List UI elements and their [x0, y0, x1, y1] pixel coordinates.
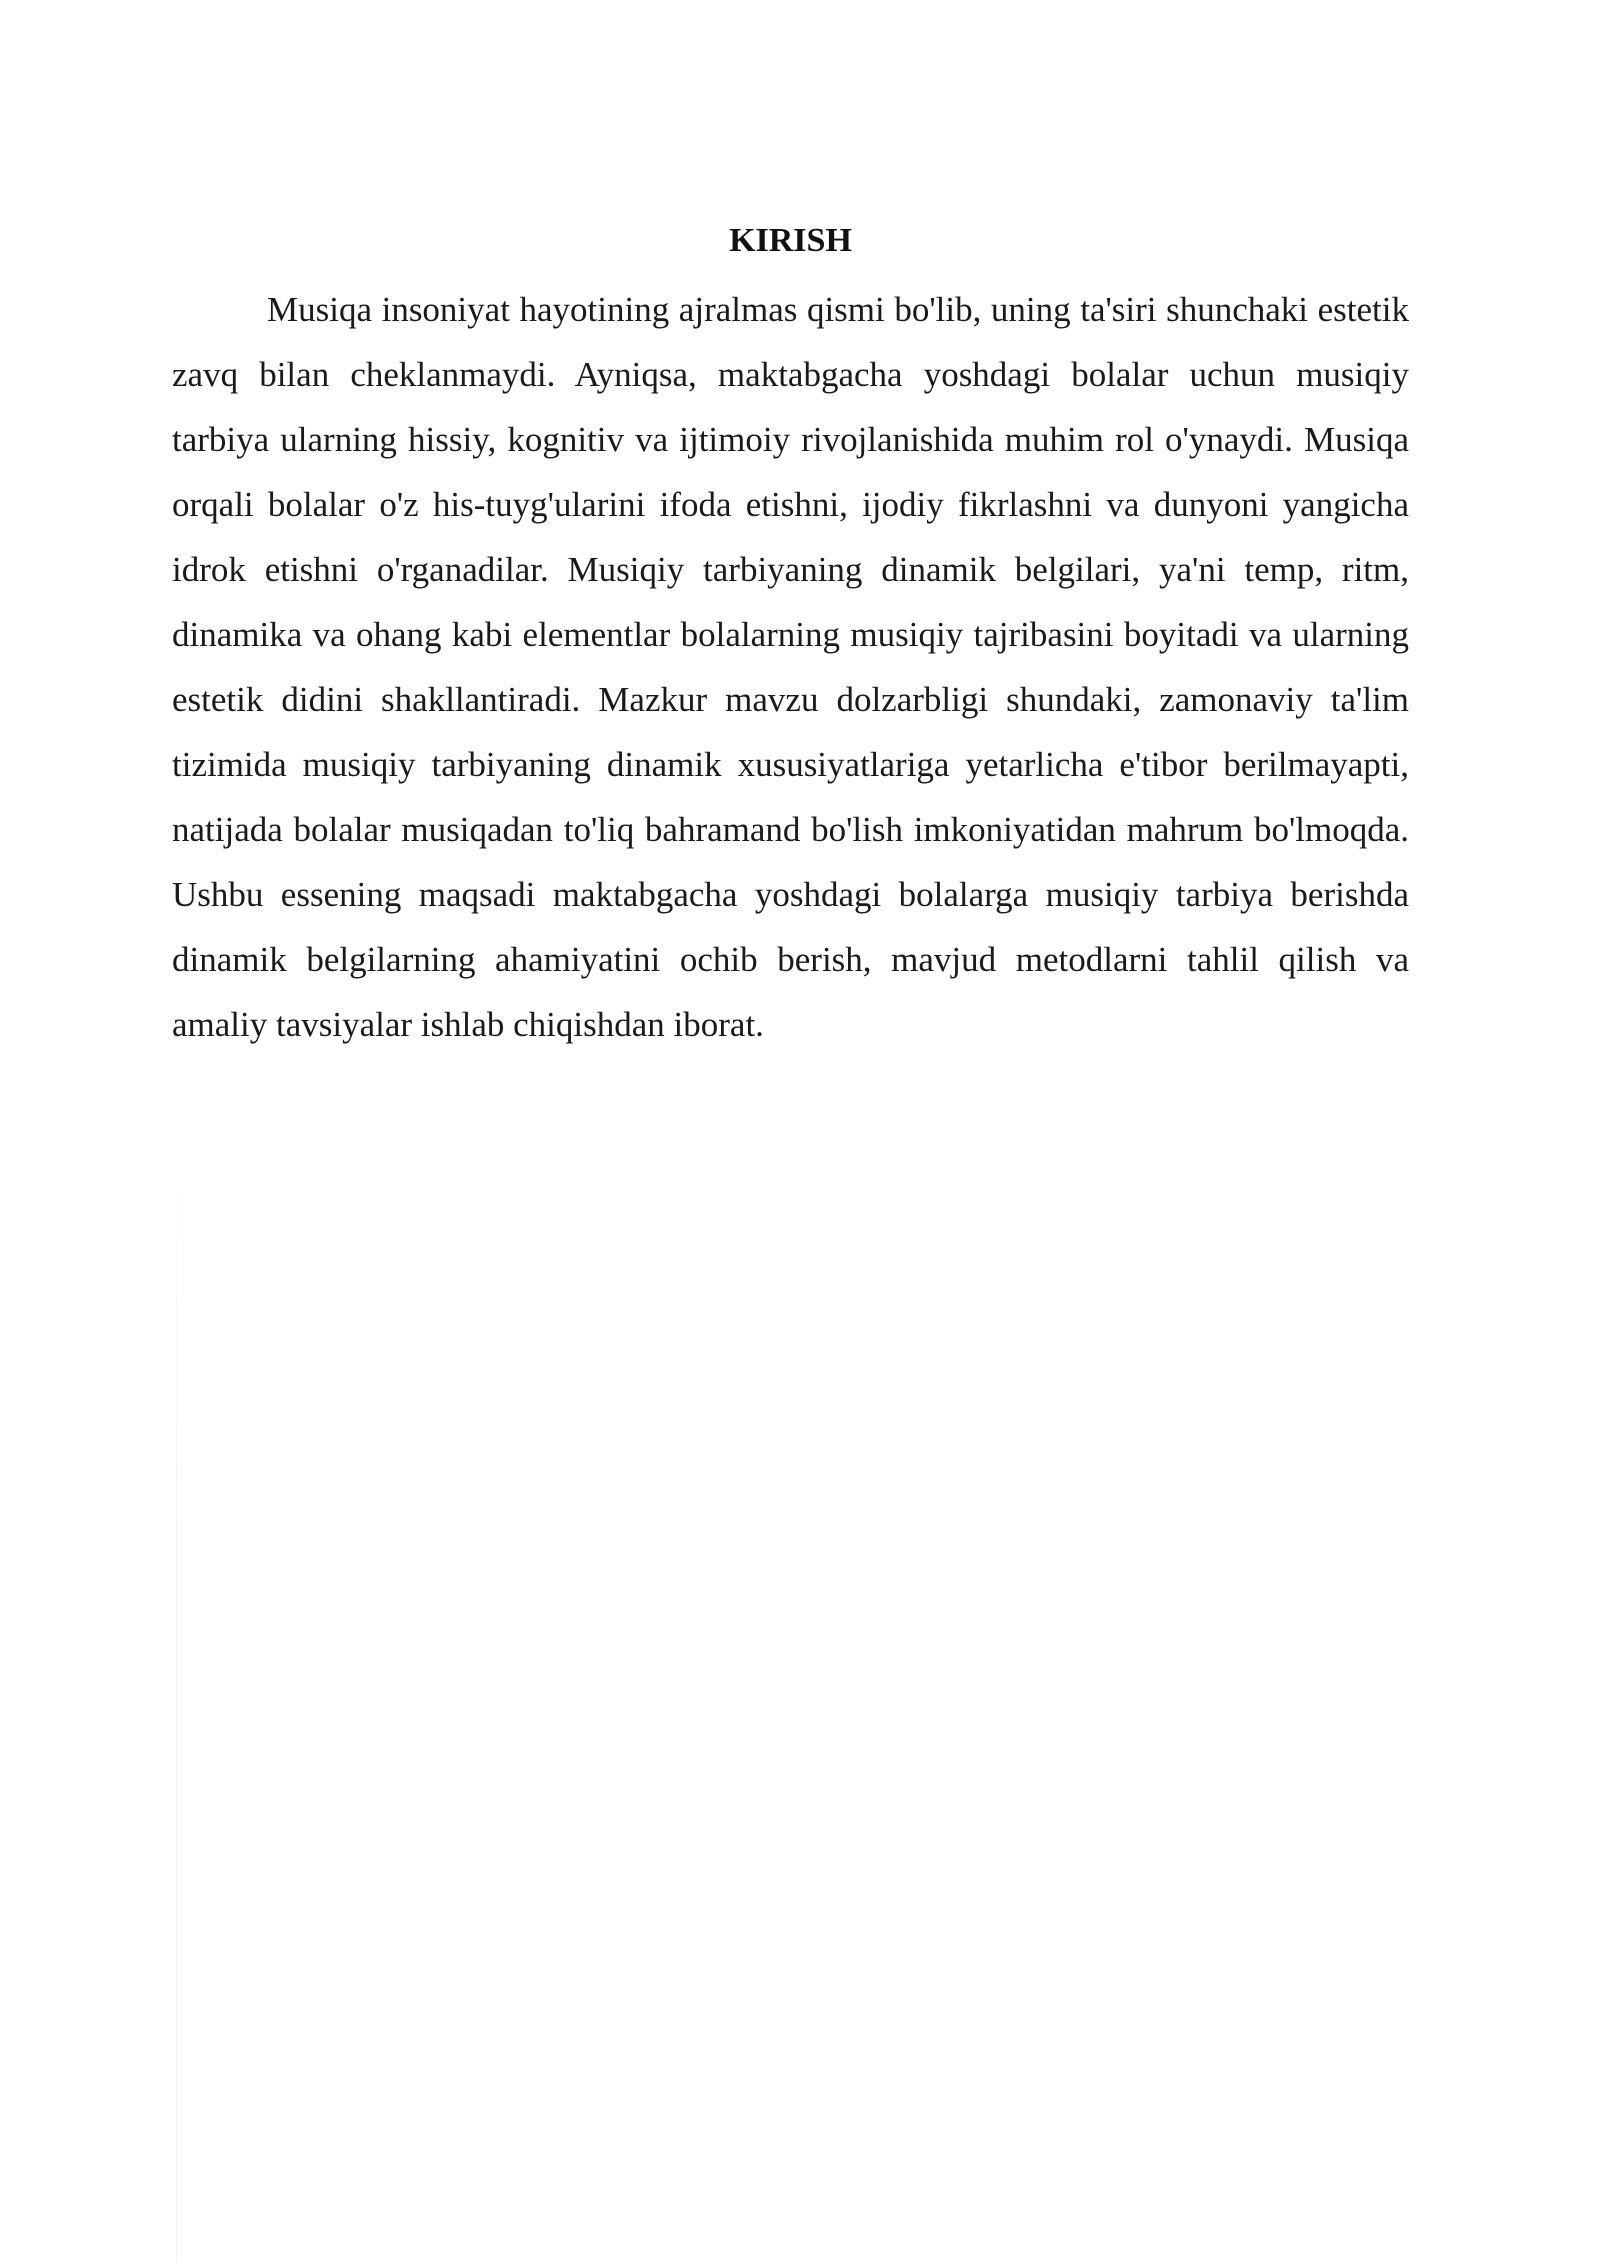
section-heading: KIRISH — [729, 222, 852, 259]
page-edge-shadow — [176, 1140, 177, 2262]
document-content — [172, 215, 1409, 1057]
body-paragraph: Musiqa insoniyat hayotining ajralmas qismi bo'lib, uning ta'siri shunchaki estetik zavq bilan cheklanmaydi. Ayniqsa, maktabgacha yoshdagi bolalar uchun musiqiy tarbiya ularning hissiy, kognitiv va ijtimoiy rivojlanishida muhim rol o'ynaydi. Musiqa orqali bolalar o'z his-tuyg'ularini ifoda etishni, ijodiy fikrlashni va dunyoni yangicha idrok etishni o'rganadilar. Musiqiy tarbiyaning dinamik belgilari, ya'ni temp, ritm, dinamika va ohang kabi elementlar bolalarning musiqiy tajribasini boyitadi va ularning estetik didini shakllantiradi. Mazkur mavzu dolzarbligi shundaki, zamonaviy ta'lim tizimida musiqiy tarbiyaning dinamik xususiyatlariga yetarlicha e'tibor berilmayapti, natijada bolalar musiqadan to'liq bahramand bo'lish imkoniyatidan mahrum bo'lmoqda. Ushbu essening maqsadi maktabgacha yoshdagi bolalarga musiqiy tarbiya berishda dinamik belgilarning ahamiyatini ochib berish, mavjud metodlarni tahlil qilish va amaliy tavsiyalar ishlab chiqishdan iborat. — [172, 290, 1409, 1044]
